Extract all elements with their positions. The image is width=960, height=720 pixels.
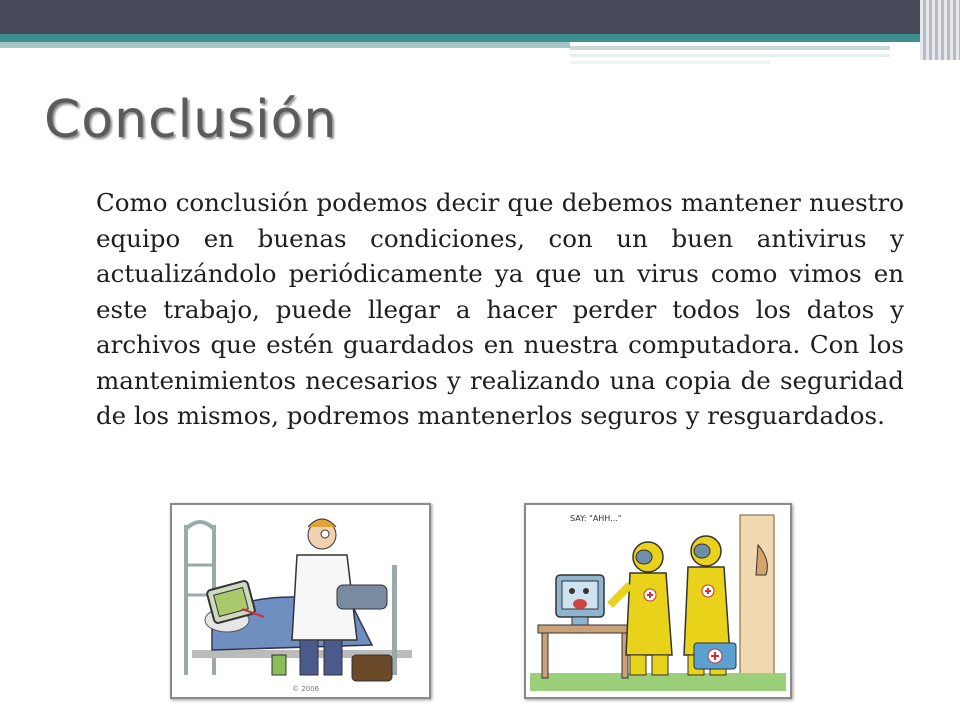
header-dark-bar xyxy=(0,0,960,34)
header-light-bar xyxy=(0,42,570,48)
speech-text: SAY: "AHH..." xyxy=(570,514,622,523)
header-line xyxy=(570,61,770,64)
header-line xyxy=(570,54,890,57)
sick-computer-doctor-illustration xyxy=(170,503,431,699)
header-teal-bar xyxy=(0,34,960,42)
hazmat-suit-computer-illustration xyxy=(524,503,792,699)
conclusion-paragraph: Como conclusión podemos decir que debemos mantener nuestro equipo en buenas condiciones, con un buen antivirus y actualizándolo periódicamente ya que un virus como vimos en este trabajo, puede llegar a hacer perder todos los datos y archivos que estén guardados en nuestra computadora. Con los mantenimientos necesarios y realizando una copia de seguridad de los mismos, podremos mantenerlos seguros y resguardados. xyxy=(96,188,904,430)
slide-title: Conclusión xyxy=(44,90,338,150)
sick-computer-doctor-icon xyxy=(172,505,429,697)
hazmat-computer-icon xyxy=(526,505,790,697)
header-line xyxy=(570,46,890,50)
header-stripes xyxy=(920,0,960,60)
illustration-copyright: © 2006 xyxy=(292,685,320,693)
